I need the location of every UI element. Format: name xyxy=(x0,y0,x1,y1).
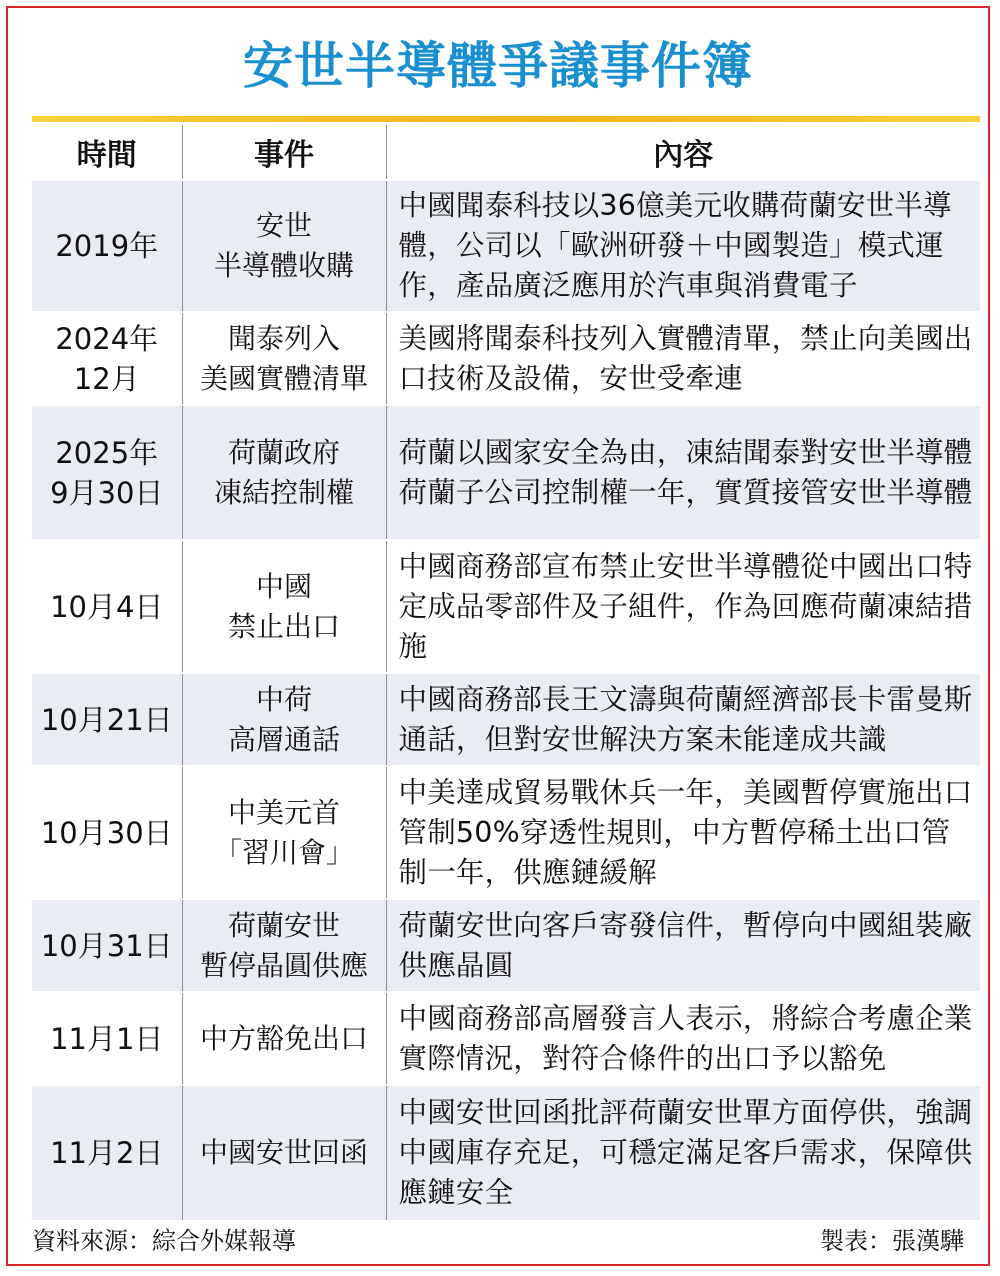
row-detail: 中國商務部高層發言人表示，將綜合考慮企業實際情況，對符合條件的出口予以豁免 xyxy=(386,992,980,1085)
infographic-frame xyxy=(6,6,990,1266)
table-row xyxy=(32,992,980,1085)
header-time: 時間 xyxy=(76,138,137,173)
row-detail: 中國商務部長王文濤與荷蘭經濟部長卡雷曼斯通話，但對安世解決方案未能達成共識 xyxy=(386,673,980,766)
row-time: 10月31日 xyxy=(40,928,173,963)
table-row xyxy=(32,766,980,899)
row-event: 聞泰列入 美國實體清單 xyxy=(182,312,386,405)
row-time: 10月21日 xyxy=(40,702,173,737)
row-detail: 中國安世回函批評荷蘭安世單方面停供，強調中國庫存充足，可穩定滿足客戶需求，保障供應鏈安全 xyxy=(386,1085,980,1220)
row-event: 荷蘭安世 暫停晶圓供應 xyxy=(182,899,386,992)
table-row xyxy=(32,673,980,766)
table-row xyxy=(32,312,980,405)
row-detail: 美國將聞泰科技列入實體清單，禁止向美國出口技術及設備，安世受牽連 xyxy=(386,312,980,405)
credit-note: 製表：張漢驊 xyxy=(820,1227,964,1255)
source-note: 資料來源：綜合外媒報導 xyxy=(32,1227,296,1255)
table-row xyxy=(32,540,980,673)
row-event: 中國安世回函 xyxy=(182,1085,386,1220)
table-header-row xyxy=(32,125,980,180)
row-event: 中方豁免出口 xyxy=(182,992,386,1085)
header-event: 事件 xyxy=(182,125,386,180)
row-event: 中荷 高層通話 xyxy=(182,673,386,766)
row-event: 安世 半導體收購 xyxy=(182,180,386,312)
row-detail: 中國聞泰科技以36億美元收購荷蘭安世半導體，公司以「歐洲研發＋中國製造」模式運作，產品廣泛應用於汽車與消費電子 xyxy=(386,180,980,312)
page-title: 安世半導體爭議事件簿 xyxy=(243,37,753,95)
row-time: 2019年 xyxy=(55,229,159,263)
row-time: 11月2日 xyxy=(50,1136,164,1170)
row-detail: 中國商務部宣布禁止安世半導體從中國出口特定成品零部件及子組件，作為回應荷蘭凍結措施 xyxy=(386,540,980,673)
row-event: 中美元首 「習川會」 xyxy=(182,766,386,899)
event-timeline-table xyxy=(32,125,980,1220)
title-underline xyxy=(32,116,980,122)
table-row xyxy=(32,405,980,540)
table-row xyxy=(32,1085,980,1220)
row-detail: 中美達成貿易戰休兵一年，美國暫停實施出口管制50%穿透性規則，中方暫停稀土出口管制一年，供應鏈緩解 xyxy=(386,766,980,899)
row-time: 10月30日 xyxy=(40,815,173,850)
row-time: 2025年 9月30日 xyxy=(50,435,164,510)
row-time: 10月4日 xyxy=(50,589,164,624)
table-row xyxy=(32,180,980,312)
row-detail: 荷蘭以國家安全為由，凍結聞泰對安世半導體荷蘭子公司控制權一年，實質接管安世半導體 xyxy=(386,405,980,540)
row-time: 11月1日 xyxy=(50,1021,164,1056)
row-event: 荷蘭政府 凍結控制權 xyxy=(182,405,386,540)
row-time: 2024年 12月 xyxy=(55,321,159,396)
row-event: 中國 禁止出口 xyxy=(182,540,386,673)
header-detail: 內容 xyxy=(386,125,980,180)
row-detail: 荷蘭安世向客戶寄發信件，暫停向中國組裝廠供應晶圓 xyxy=(386,899,980,992)
table-row xyxy=(32,899,980,992)
